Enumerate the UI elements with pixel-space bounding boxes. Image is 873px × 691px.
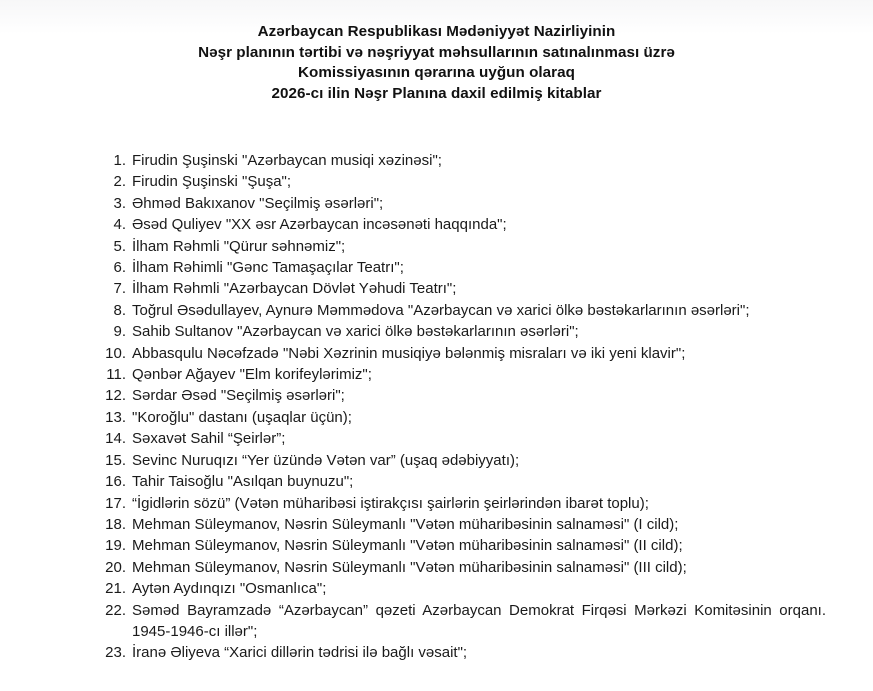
- list-item-number: 13.: [105, 408, 126, 426]
- list-item: [96, 428, 826, 449]
- list-item: [96, 321, 826, 342]
- list-item: [96, 642, 826, 663]
- list-item: [96, 407, 826, 428]
- list-item: [96, 471, 826, 492]
- list-item-number: 11.: [106, 366, 126, 384]
- list-item-text: Əhməd Bakıxanov "Seçilmiş əsərləri";: [132, 194, 384, 212]
- list-item-text: İlham Rəhmli "Azərbaycan Dövlət Yəhudi Teatrı";: [132, 280, 457, 298]
- list-item: [96, 364, 826, 385]
- list-item-text: Səməd Bayramzadə “Azərbaycan” qəzeti Azərbaycan Demokrat Firqəsi Mərkəzi Komitəsinin orqanı. 1945-1946-cı illər";: [132, 601, 826, 640]
- list-item-number: 17.: [105, 494, 126, 512]
- list-item-text: Mehman Süleymanov, Nəsrin Süleymanlı "Vətən müharibəsinin salnaməsi" (II cild);: [132, 537, 683, 555]
- list-item: [96, 493, 826, 514]
- list-item-text: Firudin Şuşinski "Azərbaycan musiqi xəzinəsi";: [132, 152, 442, 169]
- list-item-number: 12.: [105, 387, 126, 405]
- list-item-text: Mehman Süleymanov, Nəsrin Süleymanlı "Vətən müharibəsinin salnaməsi" (I cild);: [132, 515, 679, 533]
- list-item-number: 5.: [113, 237, 126, 255]
- list-item-text: Sevinc Nuruqızı “Yer üzündə Vətən var” (uşaq ədəbiyyatı);: [132, 451, 520, 469]
- list-item: [96, 535, 826, 556]
- list-item-text: Toğrul Əsədullayev, Aynurə Məmmədova "Azərbaycan və xarici ölkə bəstəkarlarının əsərləri";: [132, 301, 750, 319]
- list-item: [96, 278, 826, 299]
- list-item-number: 3.: [113, 194, 126, 212]
- list-item: [96, 300, 826, 321]
- list-item-number: 2.: [113, 173, 126, 191]
- list-item: [96, 385, 826, 406]
- list-item-number: 10.: [105, 344, 126, 362]
- list-item: [96, 257, 826, 278]
- list-item-number: 8.: [113, 301, 126, 319]
- list-item-number: 22.: [105, 601, 126, 619]
- list-item-text: Aytən Aydınqızı "Osmanlıca";: [132, 580, 327, 598]
- list-item-number: 4.: [113, 216, 126, 234]
- list-item-text: Abbasqulu Nəcəfzadə "Nəbi Xəzrinin musiqiyə bələnmiş misraları və iki yeni klavir";: [132, 344, 686, 362]
- list-item: [96, 236, 826, 257]
- list-item-number: 16.: [105, 473, 126, 491]
- list-item-text: İranə Əliyeva “Xarici dillərin tədrisi ilə bağlı vəsait";: [132, 644, 468, 662]
- title-line-3: Komissiyasının qərarına uyğun olaraq: [298, 64, 575, 82]
- list-item-number: 6.: [113, 259, 126, 277]
- list-item-number: 7.: [113, 280, 126, 298]
- list-item-number: 14.: [105, 430, 126, 448]
- list-item: [96, 600, 826, 643]
- list-item-number: 15.: [105, 451, 126, 469]
- book-list: [96, 150, 826, 664]
- list-item: [96, 150, 826, 171]
- list-item: [96, 557, 826, 578]
- list-item-text: "Koroğlu" dastanı (uşaqlar üçün);: [132, 408, 352, 426]
- list-item: [96, 171, 826, 192]
- list-item-text: Tahir Taisoğlu "Asılqan buynuzu";: [132, 473, 354, 491]
- list-item-text: Sərdar Əsəd "Seçilmiş əsərləri";: [132, 387, 345, 405]
- title-line-4: 2026-cı ilin Nəşr Planına daxil edilmiş kitablar: [271, 84, 602, 102]
- list-item-number: 18.: [105, 515, 126, 533]
- list-item-text: “İgidlərin sözü” (Vətən müharibəsi iştirakçısı şairlərin şeirlərindən ibarət toplu);: [132, 494, 649, 512]
- list-item: [96, 450, 826, 471]
- list-item: [96, 578, 826, 599]
- list-item-text: İlham Rəhmli "Qürur səhnəmiz";: [132, 237, 346, 255]
- list-item-text: Mehman Süleymanov, Nəsrin Süleymanlı "Vətən müharibəsinin salnaməsi" (III cild);: [132, 558, 687, 576]
- list-item-number: 23.: [105, 644, 126, 662]
- list-item-number: 1.: [113, 152, 126, 169]
- list-item-number: 21.: [105, 580, 126, 598]
- list-item-text: Firudin Şuşinski "Şuşa";: [132, 173, 292, 191]
- list-item-text: Qənbər Ağayev "Elm korifeylərimiz";: [132, 366, 372, 384]
- list-item: [96, 193, 826, 214]
- list-item: [96, 214, 826, 235]
- list-item-number: 20.: [105, 558, 126, 576]
- document-title-block: [0, 0, 873, 104]
- list-item: [96, 343, 826, 364]
- list-item-number: 19.: [105, 537, 126, 555]
- list-item-text: Əsəd Quliyev "XX əsr Azərbaycan incəsənəti haqqında";: [132, 216, 507, 234]
- list-item-text: İlham Rəhimli "Gənc Tamaşaçılar Teatrı";: [132, 259, 404, 277]
- list-item-text: Səxavət Sahil “Şeirlər”;: [132, 430, 286, 448]
- list-item-number: 9.: [113, 323, 126, 341]
- title-line-2: Nəşr planının tərtibi və nəşriyyat məhsullarının satınalınması üzrə: [198, 43, 675, 61]
- list-item: [96, 514, 826, 535]
- list-item-text: Sahib Sultanov "Azərbaycan və xarici ölkə bəstəkarlarının əsərləri";: [132, 323, 579, 341]
- title-line-1: Azərbaycan Respublikası Mədəniyyət Nazirliyinin: [257, 23, 616, 40]
